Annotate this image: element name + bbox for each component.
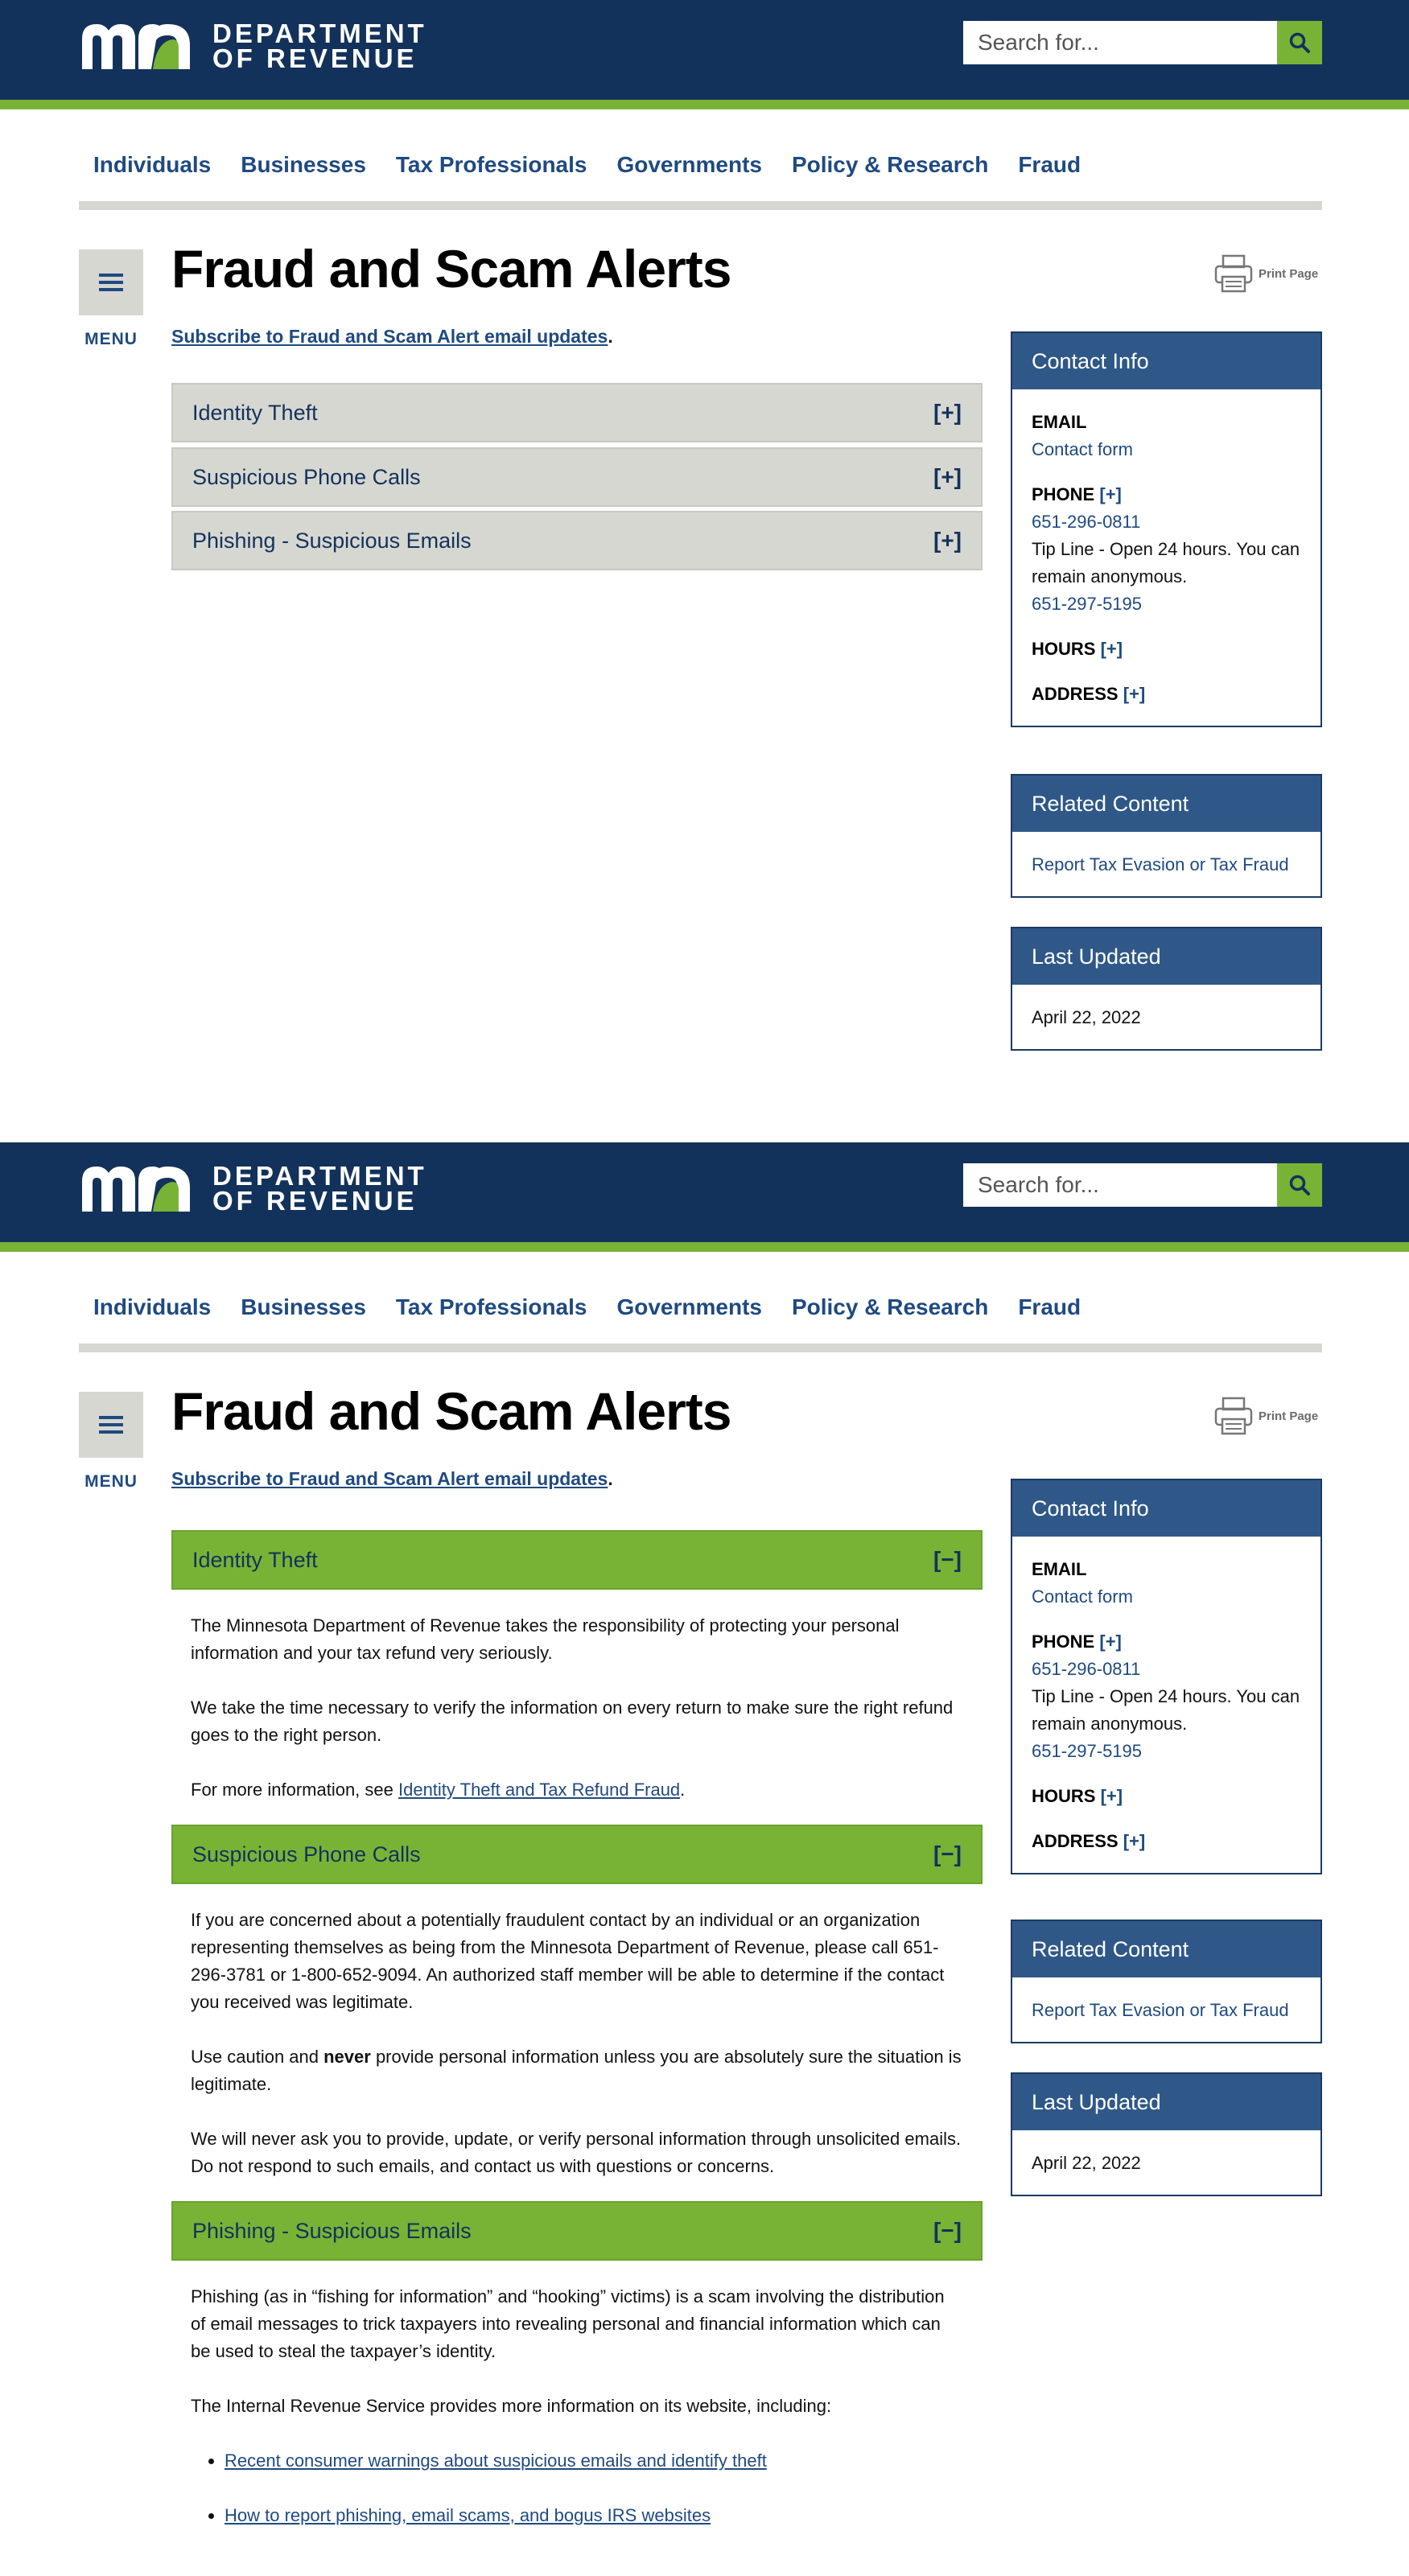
email-label: EMAIL bbox=[1032, 1559, 1087, 1579]
logo-text bbox=[212, 1161, 427, 1216]
expand-toggle: [+] bbox=[933, 400, 962, 425]
address-label[interactable]: ADDRESS [+] bbox=[1032, 684, 1146, 704]
identity-theft-refund-fraud-link[interactable]: Identity Theft and Tax Refund Fraud bbox=[398, 1780, 681, 1800]
hours-label[interactable]: HOURS [+] bbox=[1032, 1786, 1123, 1806]
phone-link-tip[interactable]: 651-297-5195 bbox=[1032, 1741, 1143, 1761]
mn-logo-icon bbox=[79, 21, 193, 71]
contact-info-heading: Contact Info bbox=[1012, 333, 1320, 389]
phone-expand-toggle[interactable]: [+] bbox=[1099, 1632, 1122, 1652]
last-updated-date: April 22, 2022 bbox=[1032, 2153, 1141, 2173]
address-expand-toggle[interactable]: [+] bbox=[1123, 684, 1146, 704]
report-tax-evasion-link[interactable]: Report Tax Evasion or Tax Fraud bbox=[1032, 2000, 1289, 2020]
nav-policy-research[interactable]: Policy & Research bbox=[791, 152, 989, 177]
subscribe-line bbox=[171, 326, 613, 348]
contact-info-box bbox=[1011, 1479, 1322, 1874]
hours-label[interactable]: HOURS [+] bbox=[1032, 639, 1123, 659]
printer-icon bbox=[1213, 1397, 1254, 1435]
nav-divider bbox=[79, 201, 1322, 210]
mn-revenue-logo[interactable] bbox=[79, 21, 427, 71]
body-paragraph: Phishing (as in “fishing for information” and “hooking” victims) is a scam involving the distribution of email messages to trick taxpayers into revealing personal and financial information which can be used to steal the taxpayer’s identity. bbox=[191, 2286, 945, 2361]
logo-line-1: DEPARTMENT bbox=[212, 19, 427, 48]
accordion-title: Suspicious Phone Calls bbox=[192, 464, 421, 489]
nav-tax-professionals[interactable]: Tax Professionals bbox=[395, 152, 587, 177]
main-nav bbox=[79, 137, 1096, 193]
logo-line-2: OF REVENUE bbox=[212, 43, 418, 73]
accordion-identity-theft bbox=[171, 1530, 983, 1826]
irs-links-list bbox=[225, 2447, 963, 2529]
accordion-header-identity-theft[interactable] bbox=[171, 1530, 983, 1590]
menu-button[interactable] bbox=[79, 1392, 143, 1458]
nav-governments[interactable]: Governments bbox=[616, 152, 762, 177]
phone-link-main[interactable]: 651-296-0811 bbox=[1032, 512, 1141, 532]
accordion-suspicious-phone-calls bbox=[171, 1825, 983, 2203]
body-paragraph: The Internal Revenue Service provides more information on its website, including: bbox=[191, 2396, 832, 2416]
nav-tax-professionals[interactable]: Tax Professionals bbox=[395, 1294, 587, 1319]
contact-info-box bbox=[1011, 331, 1322, 727]
expand-toggle: [+] bbox=[933, 528, 962, 553]
accordion-body bbox=[171, 1884, 983, 2203]
printer-icon bbox=[1213, 254, 1254, 293]
logo-line-2: OF REVENUE bbox=[212, 1186, 418, 1216]
phone-link-main[interactable]: 651-296-0811 bbox=[1032, 1659, 1141, 1679]
menu-button[interactable] bbox=[79, 249, 143, 315]
print-page-button[interactable] bbox=[1213, 1397, 1318, 1435]
related-content-heading: Related Content bbox=[1012, 776, 1320, 832]
last-updated-heading: Last Updated bbox=[1012, 2074, 1320, 2130]
main-nav bbox=[79, 1279, 1096, 1335]
phone-label[interactable]: PHONE [+] bbox=[1032, 1632, 1122, 1652]
address-expand-toggle[interactable]: [+] bbox=[1123, 1831, 1146, 1851]
consumer-warnings-link[interactable]: Recent consumer warnings about suspicious emails and identify theft bbox=[225, 2450, 767, 2471]
nav-individuals[interactable]: Individuals bbox=[93, 152, 212, 177]
search-icon bbox=[1288, 1174, 1311, 1196]
accordion-title: Identity Theft bbox=[192, 1547, 318, 1572]
search-button[interactable] bbox=[1277, 1163, 1322, 1207]
accordion-title: Suspicious Phone Calls bbox=[192, 1841, 421, 1866]
logo-text bbox=[212, 21, 427, 71]
email-label: EMAIL bbox=[1032, 412, 1087, 432]
mn-logo-icon bbox=[79, 1163, 193, 1213]
header-accent-bar bbox=[0, 100, 1409, 109]
tip-line-text: Tip Line - Open 24 hours. You can remain anonymous. bbox=[1032, 1686, 1300, 1734]
report-tax-evasion-link[interactable]: Report Tax Evasion or Tax Fraud bbox=[1032, 854, 1289, 874]
subscribe-link[interactable]: Subscribe to Fraud and Scam Alert email updates bbox=[171, 1468, 608, 1489]
last-updated-heading: Last Updated bbox=[1012, 928, 1320, 985]
nav-governments[interactable]: Governments bbox=[616, 1294, 762, 1319]
print-page-button[interactable] bbox=[1213, 254, 1318, 293]
nav-policy-research[interactable]: Policy & Research bbox=[791, 1294, 989, 1319]
menu-label: MENU bbox=[84, 1472, 138, 1491]
search-input[interactable] bbox=[963, 1163, 1277, 1207]
collapse-toggle: [−] bbox=[933, 2218, 962, 2243]
accordion-suspicious-phone-calls bbox=[171, 447, 983, 507]
header-accent-bar bbox=[0, 1242, 1409, 1252]
accordion-title: Phishing - Suspicious Emails bbox=[192, 2218, 472, 2243]
last-updated-box bbox=[1011, 2072, 1322, 2196]
last-updated-date: April 22, 2022 bbox=[1032, 1007, 1141, 1027]
body-paragraph: If you are concerned about a potentially fraudulent contact by an individual or an organization representing themselves as being from the Minnesota Department of Revenue, please call 651-296-3781 or 1-800-652-9094. An authorized staff member will be able to determine if the contact you received was legitimate. bbox=[191, 1910, 945, 2012]
menu-label: MENU bbox=[84, 330, 138, 348]
contact-form-link[interactable]: Contact form bbox=[1032, 439, 1133, 459]
subscribe-suffix: . bbox=[608, 1468, 613, 1489]
tip-line-text: Tip Line - Open 24 hours. You can remain anonymous. bbox=[1032, 539, 1300, 586]
list-item bbox=[225, 2447, 963, 2475]
accordion-phishing bbox=[171, 511, 983, 570]
page-snapshot-collapsed bbox=[0, 0, 1409, 1142]
accordion-header-phishing[interactable] bbox=[171, 511, 983, 570]
subscribe-link[interactable]: Subscribe to Fraud and Scam Alert email updates bbox=[171, 326, 608, 347]
body-paragraph: Use caution and never provide personal information unless you are absolutely sure the situation is legitimate. bbox=[191, 2047, 962, 2094]
page-title: Fraud and Scam Alerts bbox=[171, 1381, 731, 1441]
nav-fraud[interactable]: Fraud bbox=[1018, 152, 1081, 177]
nav-fraud[interactable]: Fraud bbox=[1018, 1294, 1081, 1319]
accordion-title: Identity Theft bbox=[192, 400, 318, 425]
body-paragraph: For more information, see Identity Theft and Tax Refund Fraud. bbox=[191, 1780, 686, 1800]
search-icon bbox=[1288, 31, 1311, 54]
search-bar bbox=[963, 21, 1322, 64]
nav-divider bbox=[79, 1344, 1322, 1352]
subscribe-suffix: . bbox=[608, 326, 613, 347]
subscribe-line bbox=[171, 1468, 613, 1490]
related-content-box bbox=[1011, 1920, 1322, 2043]
collapse-toggle: [−] bbox=[933, 1841, 962, 1866]
hours-expand-toggle[interactable]: [+] bbox=[1100, 1786, 1123, 1806]
page-title: Fraud and Scam Alerts bbox=[171, 239, 731, 298]
body-paragraph: We take the time necessary to verify the information on every return to make sure the right refund goes to the right person. bbox=[191, 1697, 954, 1745]
address-label[interactable]: ADDRESS [+] bbox=[1032, 1831, 1146, 1851]
report-phishing-link[interactable]: How to report phishing, email scams, and bogus IRS websites bbox=[225, 2505, 711, 2525]
expand-toggle: [+] bbox=[933, 464, 962, 489]
list-item bbox=[225, 2502, 963, 2529]
nav-businesses[interactable]: Businesses bbox=[241, 152, 366, 177]
accordion-title: Phishing - Suspicious Emails bbox=[192, 528, 472, 553]
phone-label[interactable]: PHONE [+] bbox=[1032, 484, 1122, 504]
last-updated-box bbox=[1011, 927, 1322, 1051]
search-button[interactable] bbox=[1277, 21, 1322, 64]
contact-form-link[interactable]: Contact form bbox=[1032, 1586, 1133, 1607]
accordion-header-suspicious-phone-calls[interactable] bbox=[171, 1825, 983, 1884]
nav-businesses[interactable]: Businesses bbox=[241, 1294, 366, 1319]
site-header bbox=[0, 1142, 1409, 1252]
hours-expand-toggle[interactable]: [+] bbox=[1100, 639, 1123, 659]
print-page-label: Print Page bbox=[1259, 266, 1319, 281]
search-input[interactable] bbox=[963, 21, 1277, 64]
accordion-header-phishing[interactable] bbox=[171, 2201, 983, 2261]
phone-expand-toggle[interactable]: [+] bbox=[1099, 484, 1122, 504]
body-paragraph: The Minnesota Department of Revenue takes the responsibility of protecting your personal information and your tax refund very seriously. bbox=[191, 1615, 900, 1663]
related-content-box bbox=[1011, 774, 1322, 898]
accordion-phishing bbox=[171, 2201, 983, 2568]
print-page-label: Print Page bbox=[1259, 1409, 1319, 1423]
search-bar bbox=[963, 1163, 1322, 1207]
accordion-header-identity-theft[interactable] bbox=[171, 383, 983, 442]
body-paragraph: We will never ask you to provide, update, or verify personal information through unsolicited emails. Do not respond to such emails, and contact us with questions or concerns. bbox=[191, 2129, 962, 2176]
collapse-toggle: [−] bbox=[933, 1547, 962, 1572]
accordion-body bbox=[171, 1590, 983, 1826]
contact-info-heading: Contact Info bbox=[1012, 1480, 1320, 1537]
logo-line-1: DEPARTMENT bbox=[212, 1161, 427, 1191]
mn-revenue-logo[interactable] bbox=[79, 1161, 427, 1216]
nav-individuals[interactable]: Individuals bbox=[93, 1294, 212, 1319]
phone-link-tip[interactable]: 651-297-5195 bbox=[1032, 594, 1143, 614]
hamburger-icon bbox=[97, 271, 125, 294]
site-header bbox=[0, 0, 1409, 109]
accordion-body bbox=[171, 2261, 983, 2568]
accordion-identity-theft bbox=[171, 383, 983, 442]
hamburger-icon bbox=[97, 1414, 125, 1436]
accordion-header-suspicious-phone-calls[interactable] bbox=[171, 447, 983, 507]
related-content-heading: Related Content bbox=[1012, 1921, 1320, 1977]
page-snapshot-expanded bbox=[0, 1142, 1409, 2576]
